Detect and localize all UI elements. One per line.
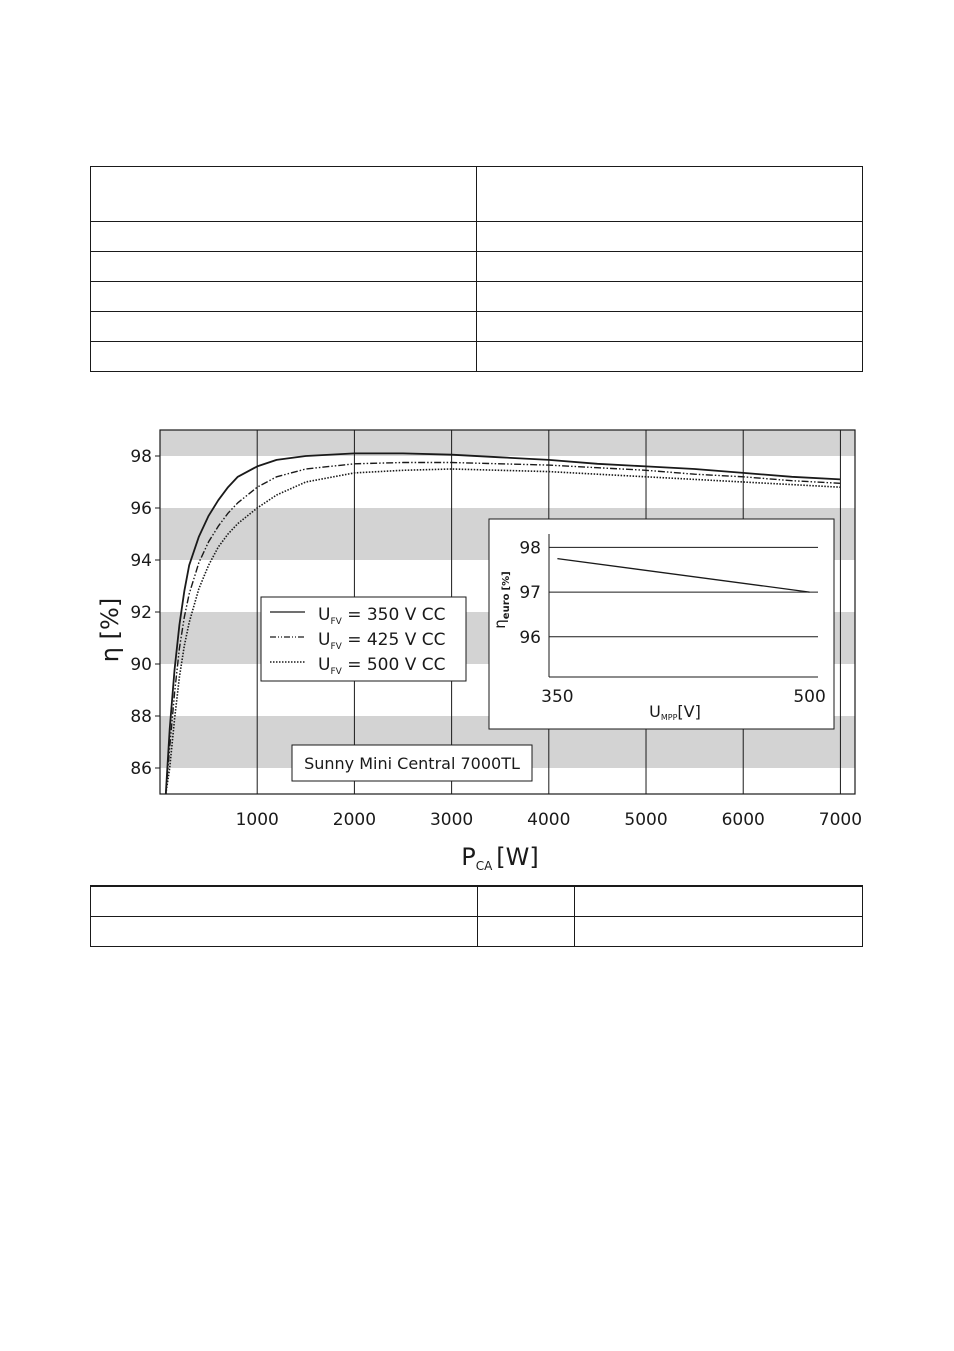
x-tick-label: 2000 [332,810,377,830]
inset-y-tick-label: 98 [519,538,541,559]
x-tick-label: 1000 [235,810,279,830]
inset-y-tick-label: 96 [519,627,541,648]
efficiency-chart [0,400,954,880]
table-row [91,886,863,917]
legend-item-350: $U_{FV} = 350$ V CC [318,605,446,627]
table-cell [477,222,863,252]
y-axis-ticks [130,447,160,779]
x-tick-label: 4000 [527,810,571,830]
y-tick-label: 86 [130,759,152,779]
inset-y-tick-label: 97 [519,583,541,604]
inset-y-axis-label: $\eta_{euro}[\%]$ [491,571,512,629]
legend-item-500: $U_{FV} = 500$ V CC [318,655,446,677]
y-tick-label: 92 [130,603,152,623]
table-cell [91,252,477,282]
table-header-row [91,167,863,222]
table-row [91,282,863,312]
specs-table-top [90,166,863,372]
table-cell [91,282,477,312]
table-cell [477,312,863,342]
table-cell [478,886,575,917]
table-cell [91,917,478,947]
legend-item-425: $U_{FV} = 425$ V CC [318,630,446,652]
table-cell [477,252,863,282]
inset-x-tick-label: 500 [793,687,826,707]
table-cell [478,917,575,947]
y-tick-label: 98 [130,447,152,467]
table-cell [91,886,478,917]
inset-chart [489,519,834,729]
x-tick-label: 3000 [429,810,474,830]
x-axis-label: $P_{CA}$ [W] [461,843,539,873]
x-tick-label: 6000 [721,810,765,830]
table-row [91,252,863,282]
y-tick-label: 94 [130,551,152,571]
table-cell [91,222,477,252]
table-cell [575,917,863,947]
table-cell [477,342,863,372]
y-tick-label: 90 [130,655,152,675]
inset-x-tick-label: 350 [541,687,574,707]
y-tick-label: 96 [130,499,152,519]
table-row [91,312,863,342]
legend [261,597,466,681]
table-row [91,222,863,252]
table-cell [477,282,863,312]
y-tick-label: 88 [130,707,152,727]
table-row [91,917,863,947]
table-cell [91,342,477,372]
table-cell [477,167,863,222]
annotation-text: Sunny Mini Central 7000TL [304,754,520,773]
table-cell [575,886,863,917]
x-tick-label: 5000 [624,810,668,830]
table-cell [91,312,477,342]
table-cell [91,167,477,222]
x-axis-ticks [236,810,862,830]
y-axis-label: η [%] [96,597,124,663]
x-tick-label: 7000 [818,810,863,830]
inset-x-axis-label: UMPP[V] [649,702,701,722]
specs-table-bottom [90,885,863,947]
table-row [91,342,863,372]
inset-y-ticks [519,538,541,647]
grid-band [160,430,855,456]
